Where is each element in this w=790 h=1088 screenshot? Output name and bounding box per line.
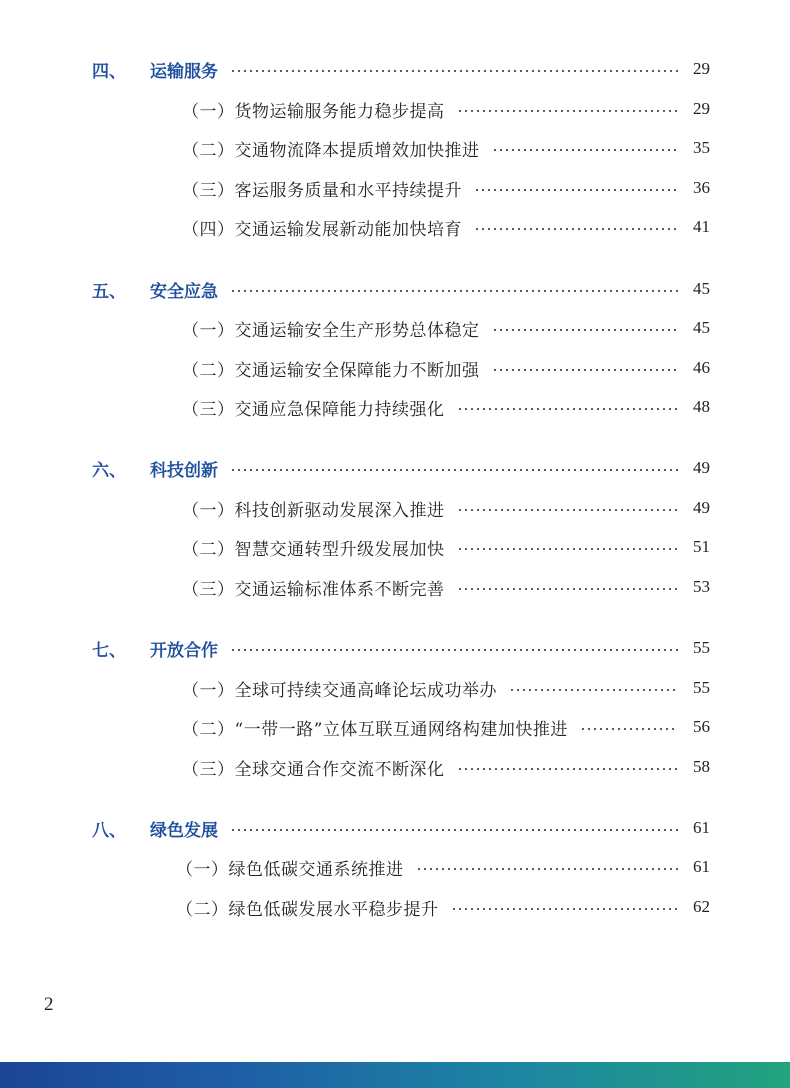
item-label: （三）全球交通合作交流不断深化 <box>182 759 445 780</box>
section-page: 45 <box>693 279 710 298</box>
item-page: 49 <box>693 498 710 517</box>
item-page: 46 <box>693 358 710 377</box>
item-label: （二）交通物流降本提质增效加快推进 <box>182 140 480 161</box>
footer-gradient-bar <box>0 1062 790 1088</box>
dot-leader <box>230 829 678 831</box>
section-page: 61 <box>693 818 710 837</box>
section-number: 五、 <box>92 281 126 302</box>
item-label: （三）交通运输标准体系不断完善 <box>182 579 445 600</box>
item-label: （一）全球可持续交通高峰论坛成功举办 <box>182 680 497 701</box>
dot-leader <box>457 509 679 511</box>
dot-leader <box>457 408 679 410</box>
dot-leader <box>474 189 678 191</box>
toc-section-7[interactable] <box>92 633 710 663</box>
item-page: 36 <box>693 178 710 197</box>
section-title: 绿色发展 <box>150 820 218 841</box>
toc-item[interactable] <box>182 752 710 782</box>
item-label: （二）绿色低碳发展水平稳步提升 <box>176 899 439 920</box>
dot-leader <box>509 689 678 691</box>
toc-section-5[interactable] <box>92 274 710 304</box>
item-label: （一）绿色低碳交通系统推进 <box>176 859 404 880</box>
dot-leader <box>474 228 678 230</box>
toc-item[interactable] <box>182 173 710 203</box>
page-number: 2 <box>44 994 54 1015</box>
dot-leader <box>492 329 679 331</box>
dot-leader <box>416 868 679 870</box>
toc-item[interactable] <box>182 712 710 742</box>
toc-item[interactable] <box>182 572 710 602</box>
item-label: （三）客运服务质量和水平持续提升 <box>182 180 462 201</box>
item-label: （二）交通运输安全保障能力不断加强 <box>182 360 480 381</box>
section-page: 49 <box>693 458 710 477</box>
dot-leader <box>230 70 678 72</box>
dot-leader <box>230 649 678 651</box>
item-page: 45 <box>693 318 710 337</box>
item-page: 48 <box>693 397 710 416</box>
toc-item[interactable] <box>182 94 710 124</box>
toc-item[interactable] <box>176 852 710 882</box>
item-page: 61 <box>693 857 710 876</box>
dot-leader <box>230 290 678 292</box>
item-page: 55 <box>693 678 710 697</box>
toc-item[interactable] <box>176 892 710 922</box>
dot-leader <box>580 728 678 730</box>
dot-leader <box>457 768 679 770</box>
dot-leader <box>492 369 679 371</box>
toc-section-4[interactable] <box>92 54 710 84</box>
dot-leader <box>230 469 678 471</box>
item-label: （四）交通运输发展新动能加快培育 <box>182 219 462 240</box>
toc-item[interactable] <box>182 392 710 422</box>
item-page: 62 <box>693 897 710 916</box>
item-label: （三）交通应急保障能力持续强化 <box>182 399 445 420</box>
section-title: 安全应急 <box>150 281 218 302</box>
section-title: 科技创新 <box>150 460 218 481</box>
dot-leader <box>457 110 679 112</box>
section-number: 七、 <box>92 640 126 661</box>
toc-item[interactable] <box>182 133 710 163</box>
item-page: 56 <box>693 717 710 736</box>
section-number: 六、 <box>92 460 126 481</box>
section-title: 开放合作 <box>150 640 218 661</box>
item-page: 29 <box>693 99 710 118</box>
item-page: 53 <box>693 577 710 596</box>
item-page: 41 <box>693 217 710 236</box>
item-page: 58 <box>693 757 710 776</box>
section-page: 29 <box>693 59 710 78</box>
dot-leader <box>492 149 679 151</box>
dot-leader <box>457 588 679 590</box>
item-page: 35 <box>693 138 710 157</box>
toc-section-8[interactable] <box>92 813 710 843</box>
section-number: 八、 <box>92 820 126 841</box>
toc-item[interactable] <box>182 212 710 242</box>
toc-item[interactable] <box>182 353 710 383</box>
item-label: （一）科技创新驱动发展深入推进 <box>182 500 445 521</box>
toc-item[interactable] <box>182 313 710 343</box>
dot-leader <box>457 548 679 550</box>
section-title: 运输服务 <box>150 61 218 82</box>
section-number: 四、 <box>92 61 126 82</box>
item-label: （二）智慧交通转型升级发展加快 <box>182 539 445 560</box>
item-page: 51 <box>693 537 710 556</box>
section-page: 55 <box>693 638 710 657</box>
item-label: （二）“一带一路”立体互联互通网络构建加快推进 <box>182 719 568 740</box>
toc-section-6[interactable] <box>92 453 710 483</box>
toc-item[interactable] <box>182 532 710 562</box>
toc-item[interactable] <box>182 673 710 703</box>
item-label: （一）交通运输安全生产形势总体稳定 <box>182 320 480 341</box>
toc-item[interactable] <box>182 493 710 523</box>
item-label: （一）货物运输服务能力稳步提高 <box>182 101 445 122</box>
dot-leader <box>451 908 679 910</box>
